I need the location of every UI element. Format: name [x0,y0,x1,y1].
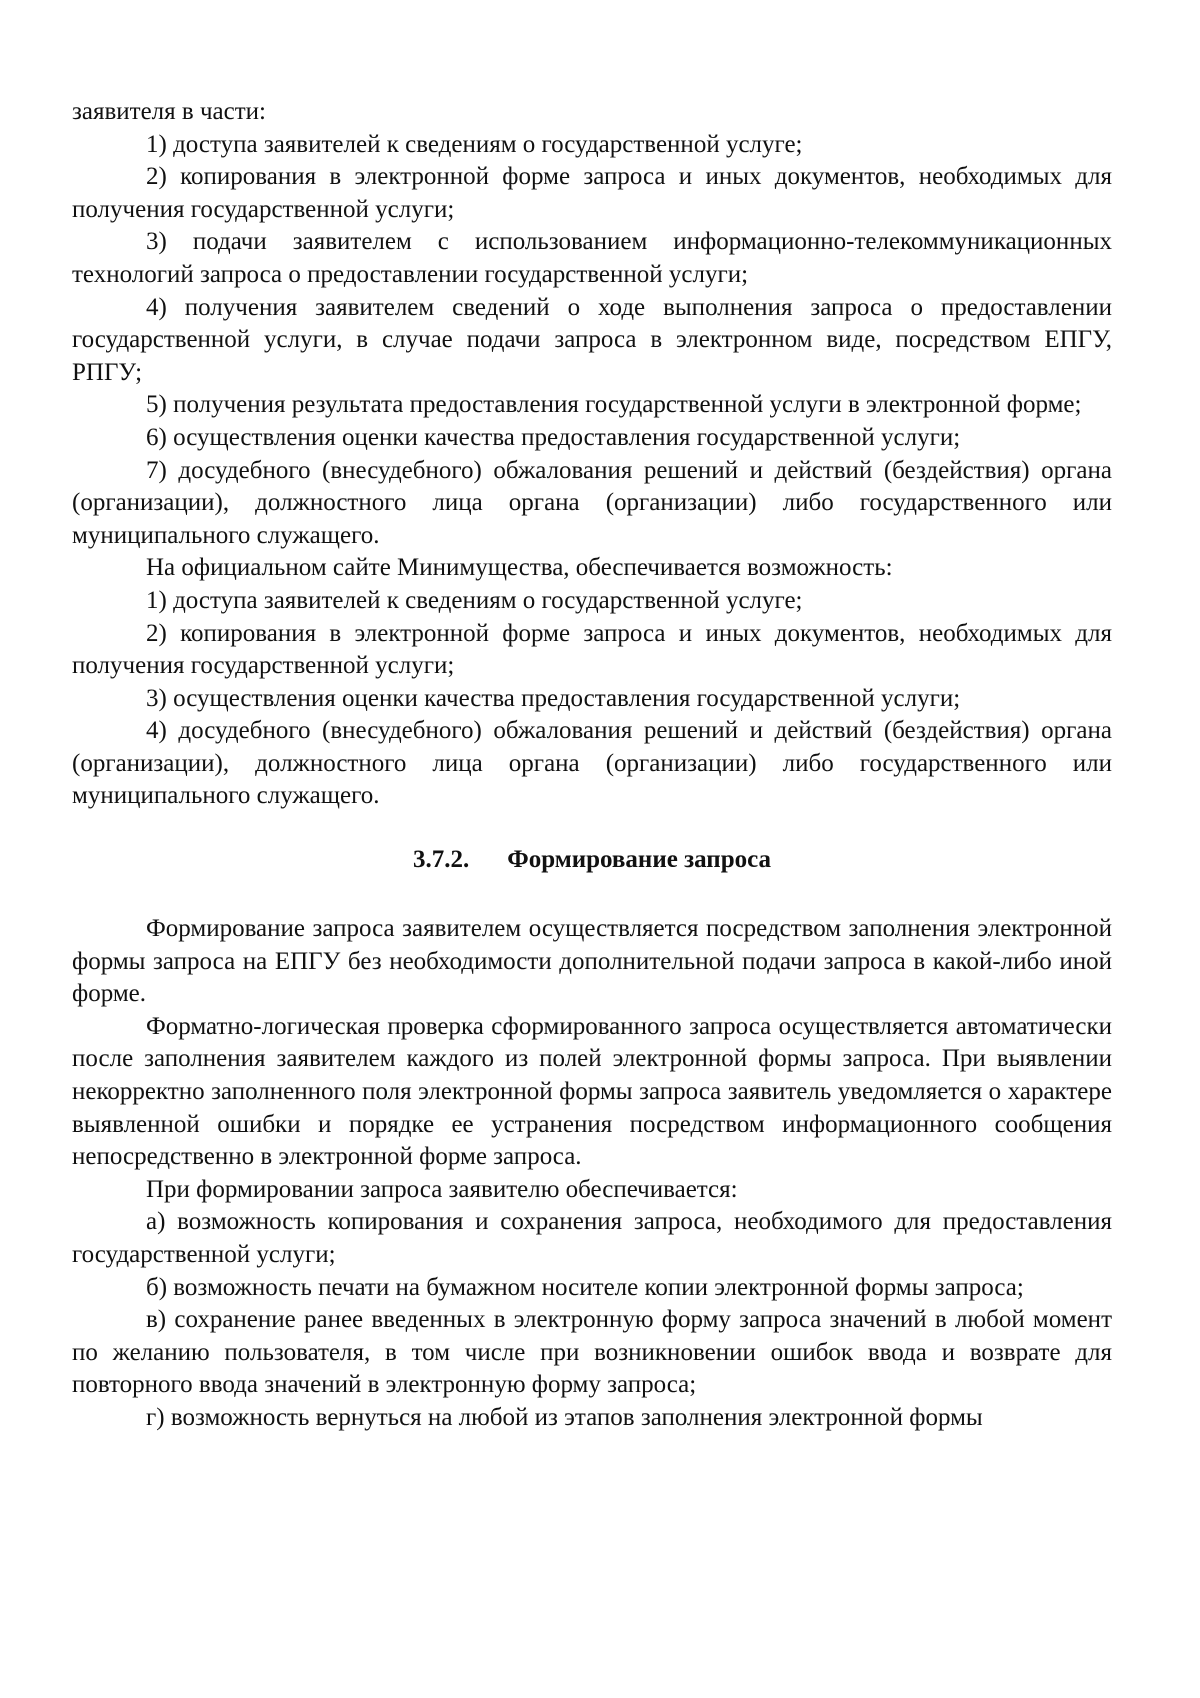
paragraph: а) возможность копирования и сохранения запроса, необходимого для предоставления государственной услуги; [72,1208,1112,1268]
paragraph: 1) доступа заявителей к сведениям о государственной услуге; [146,586,803,614]
paragraph: 3) подачи заявителем с использованием информационно-телекоммуникационных технологий запроса о предоставлении государственной услуги; [72,228,1112,288]
paragraph: 4) досудебного (внесудебного) обжалования решений и действий (бездействия) органа (организации), должностного лица органа (организации) либо государственного или муниципального служащего. [72,717,1112,810]
paragraph: г) возможность вернуться на любой из этапов заполнения электронной формы [146,1403,983,1431]
paragraph: 3) осуществления оценки качества предоставления государственной услуги; [146,684,961,712]
paragraph: Формирование запроса заявителем осуществляется посредством заполнения электронной формы запроса на ЕПГУ без необходимости дополнительной подачи запроса в какой-либо иной форме. [72,915,1112,1008]
paragraph: 1) доступа заявителей к сведениям о государственной услуге; [146,130,803,158]
paragraph: 6) осуществления оценки качества предоставления государственной услуги; [146,423,961,451]
paragraph: 5) получения результата предоставления государственной услуги в электронной форме; [146,391,1082,419]
paragraph: заявителя в части: [72,98,266,125]
paragraph: б) возможность печати на бумажном носителе копии электронной формы запроса; [146,1273,1024,1301]
paragraph: 7) досудебного (внесудебного) обжалования решений и действий (бездействия) органа (организации), должностного лица органа (организации) либо государственного или муниципального служащего. [72,456,1112,549]
paragraph: 2) копирования в электронной форме запроса и иных документов, необходимых для получения государственной услуги; [72,619,1112,680]
paragraph: в) сохранение ранее введенных в электронную форму запроса значений в любой момент по желанию пользователя, в том числе при возникновении ошибок ввода и возврате для повторного ввода значений в электронную форму запроса; [72,1306,1112,1399]
document-page [72,96,1112,1435]
section-title: Формирование запроса [507,846,772,874]
section-number: 3.7.2. [412,846,470,874]
top-body [72,96,1112,813]
bottom-body [72,913,1112,1435]
paragraph: Форматно-логическая проверка сформированного запроса осуществляется автоматически после заполнения заявителем каждого из полей электронной формы запроса. При выявлении некорректно заполненного поля электронной формы запроса заявитель уведомляется о характере выявленной ошибки и порядке ее устранения посредством информационного сообщения непосредственно в электронной форме запроса. [72,1012,1112,1171]
paragraph: 4) получения заявителем сведений о ходе выполнения запроса о предоставлении государственной услуги, в случае подачи запроса в электронном виде, посредством ЕПГУ, РПГУ; [72,293,1112,386]
section-heading [72,844,1112,876]
paragraph: При формировании запроса заявителю обеспечивается: [146,1175,738,1203]
paragraph: На официальном сайте Минимущества, обеспечивается возможность: [146,554,893,582]
paragraph: 2) копирования в электронной форме запроса и иных документов, необходимых для получения государственной услуги; [72,163,1112,223]
